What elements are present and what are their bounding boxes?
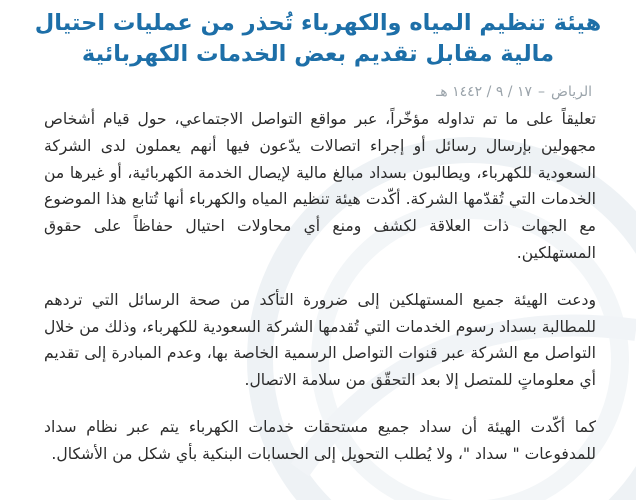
dateline-date: ١٧ / ٩ / ١٤٤٢ هـ	[436, 84, 533, 100]
article-paragraph-2: ودعت الهيئة جميع المستهلكين إلى ضرورة التأكد من صحة الرسائل التي تردهم للمطالبة بسداد رسوم الخدمات التي تُقدمها الشركة السعودية للكهرباء، وذلك من خلال التواصل مع الشركة عبر قنوات التواصل الرسمية الخاصة بها، وعدم المبادرة إلى تقديم أي معلوماتٍ للمتصل إلا بعد التحقّق من سلامة الاتصال.	[44, 290, 596, 390]
article-dateline	[436, 83, 592, 101]
article-headline: هيئة تنظيم المياه والكهرباء تُحذر من عمليات احتيال مالية مقابل تقديم بعض الخدمات الكهربائية	[34, 10, 602, 67]
dateline-city: الرياض	[551, 84, 592, 100]
dateline-separator: –	[538, 84, 546, 100]
article-body	[44, 106, 596, 488]
article-paragraph-1: تعليقاً على ما تم تداوله مؤخّراً، عبر مواقع التواصل الاجتماعي، حول قيام أشخاص مجهولين بإرسال رسائل أو إجراء اتصالات يدّعون فيها أنهم يعملون لدى الشركة السعودية للكهرباء، ويطالبون بسداد مبالغ مالية لإيصال الخدمة الكهربائية، أو غيرها من الخدمات التي تُقدّمها الشركة. أكّدت هيئة تنظيم المياه والكهرباء أنها تُتابع هذا الموضوع مع الجهات ذات العلاقة لكشف ومنع أي محاولات احتيال حفاظاً على حقوق المستهلكين.	[44, 110, 596, 262]
article-paragraph-3: كما أكّدت الهيئة أن سداد جميع مستحقات خدمات الكهرباء يتم عبر نظام سداد للمدفوعات " سداد "، ولا يُطلب التحويل إلى الحسابات البنكية بأي شكل من الأشكال.	[44, 417, 596, 463]
